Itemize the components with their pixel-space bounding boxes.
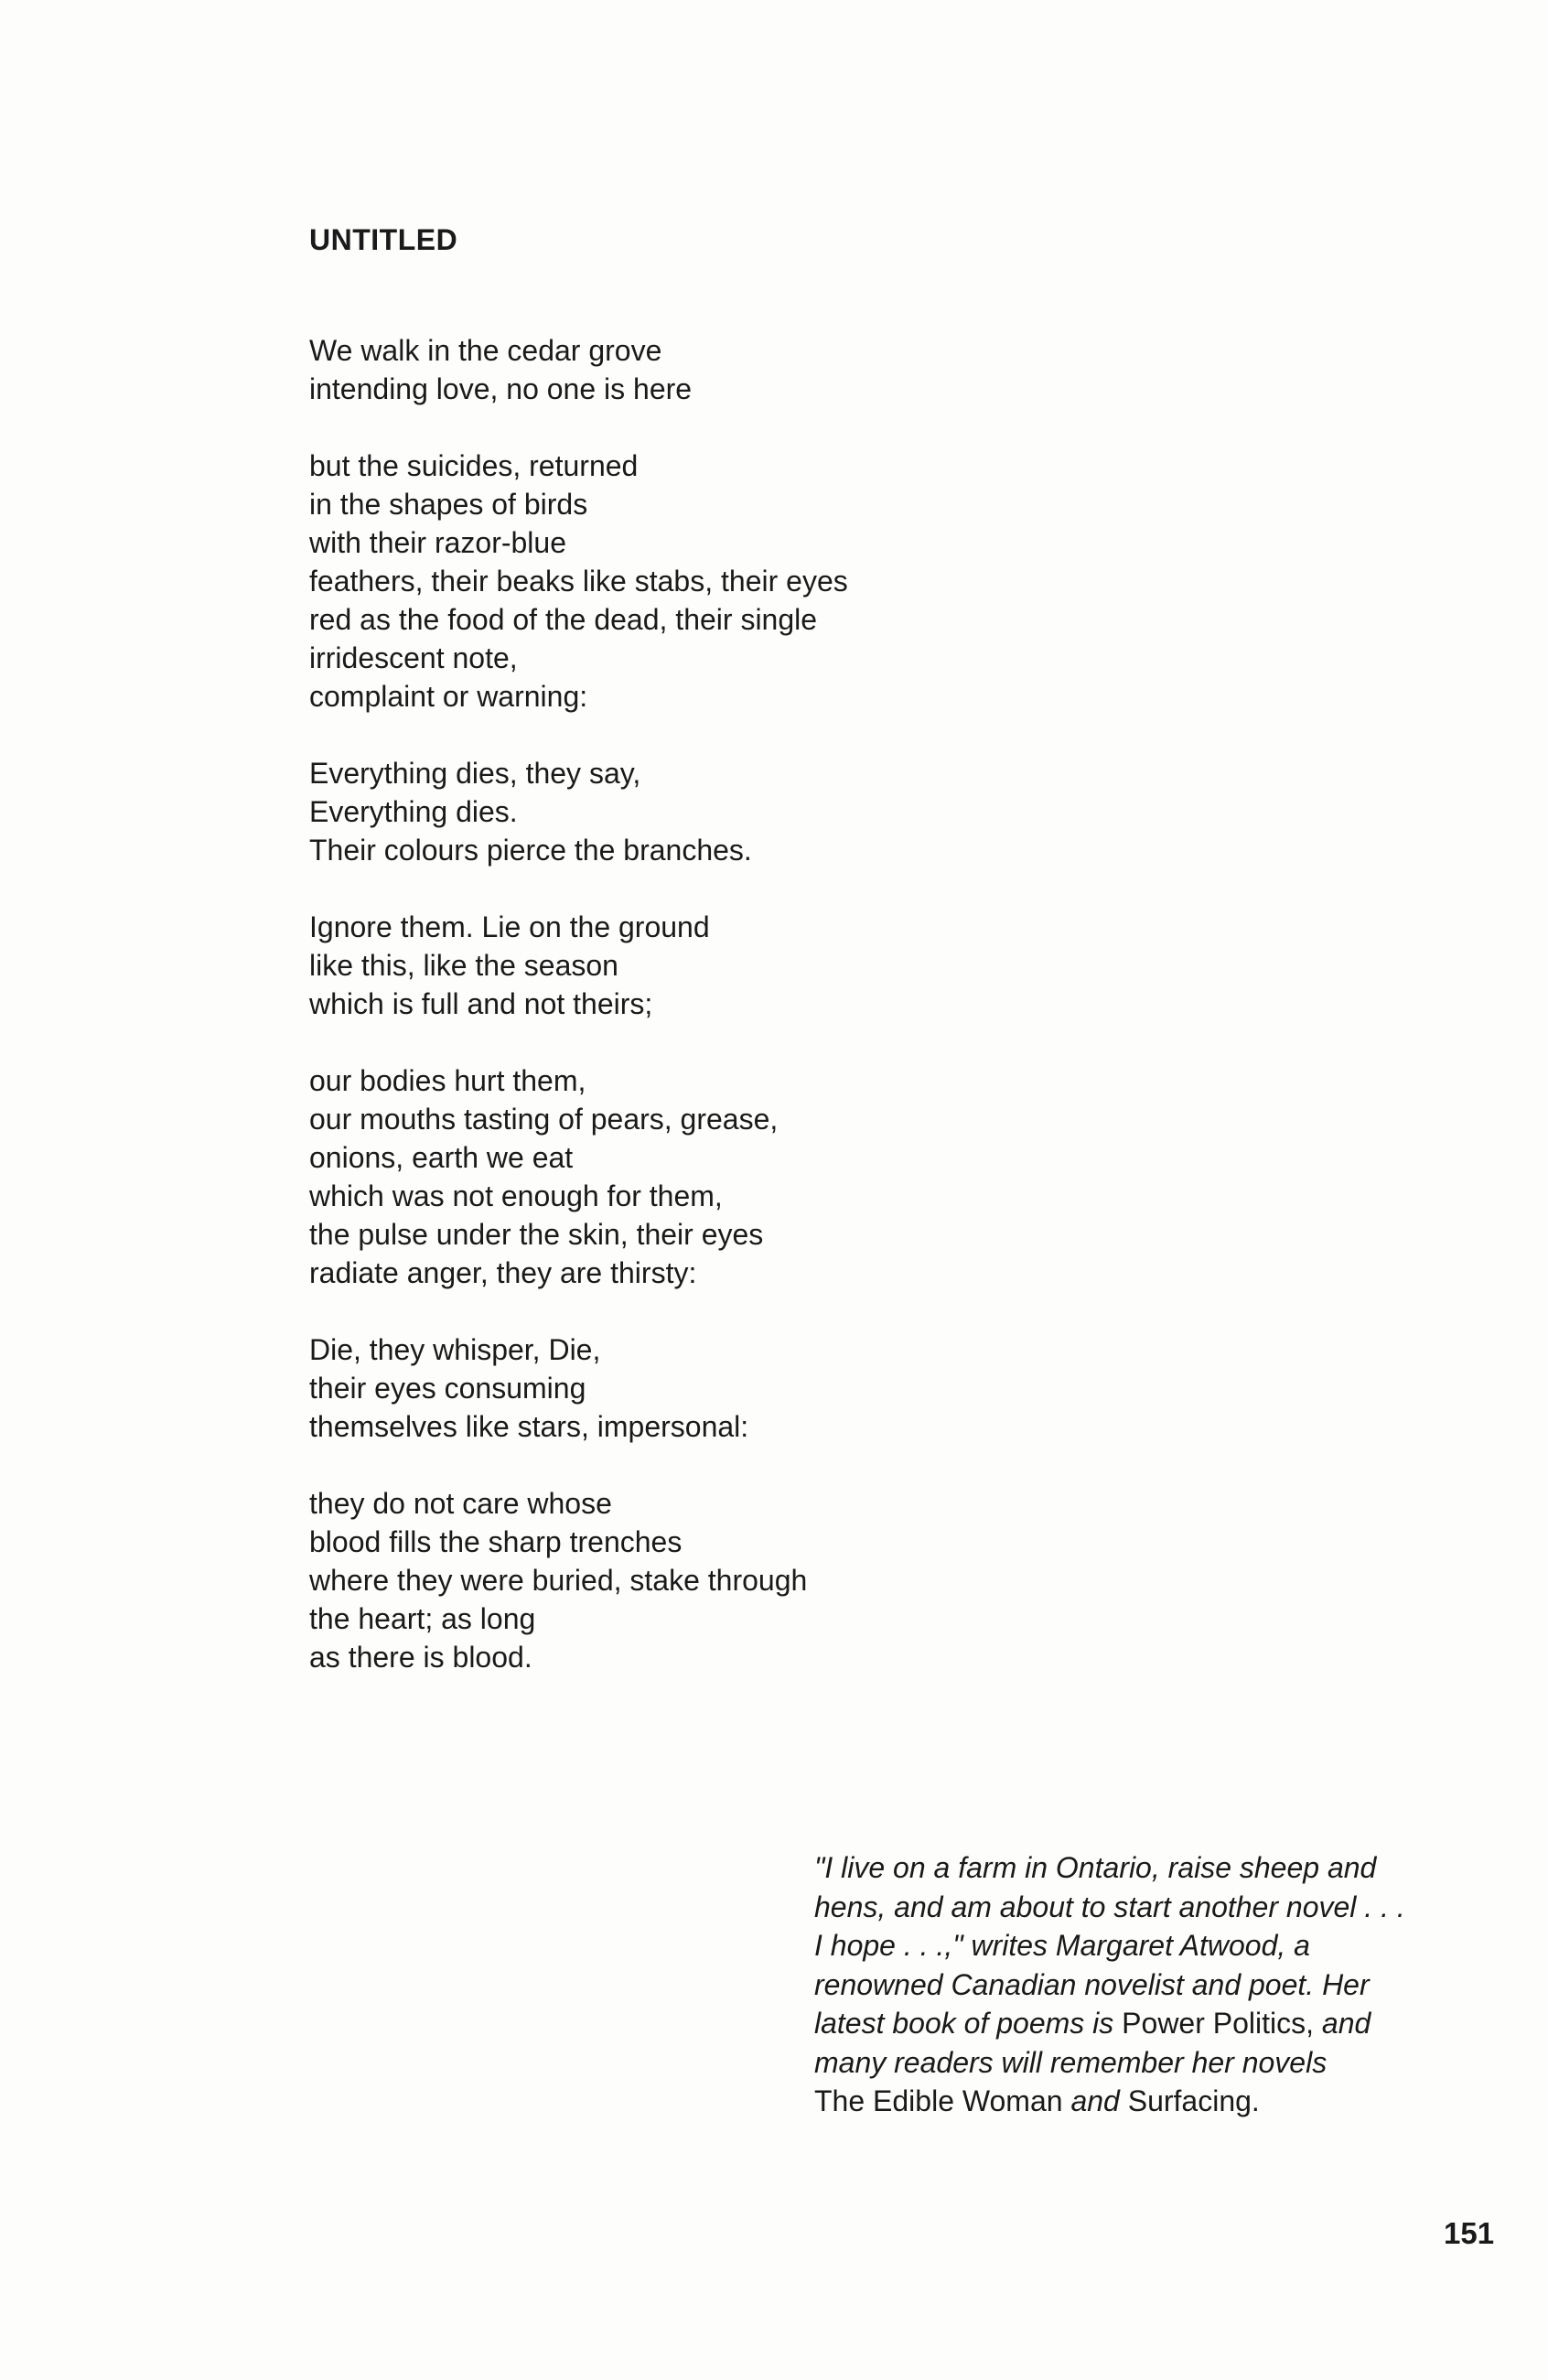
poem-line: where they were buried, stake through: [309, 1564, 808, 1597]
bio-text: many readers will remember her novels: [814, 2045, 1328, 2079]
bio-line: [814, 1965, 1510, 2005]
author-bio: [814, 1848, 1510, 2121]
bio-text: "I live on a farm in Ontario, raise sheep and: [814, 1851, 1377, 1884]
stanza: [309, 1330, 1133, 1446]
poem-line: Ignore them. Lie on the ground: [309, 910, 710, 943]
poem-line: themselves like stars, impersonal:: [309, 1410, 749, 1443]
poem-line: as there is blood.: [309, 1641, 532, 1674]
bio-text: and: [1314, 2007, 1371, 2040]
bio-text: hens, and am about to start another novel . . .: [814, 1890, 1405, 1923]
bio-line: [814, 1848, 1510, 1888]
stanza: [309, 754, 1133, 869]
stanza: [309, 447, 1133, 716]
bio-line: [814, 1926, 1510, 1965]
poem-line: red as the food of the dead, their single: [309, 603, 818, 636]
book-title-power-politics: Power Politics,: [1122, 2007, 1315, 2040]
stanza: [309, 331, 1133, 408]
poem-line: feathers, their beaks like stabs, their eyes: [309, 565, 848, 598]
bio-text: renowned Canadian novelist and poet. Her: [814, 1967, 1370, 2001]
bio-text: and: [1062, 2084, 1128, 2117]
poem-line: radiate anger, they are thirsty:: [309, 1256, 697, 1289]
page-number: 151: [1444, 2216, 1495, 2250]
stanza: [309, 1061, 1133, 1292]
poem-line: Die, they whisper, Die,: [309, 1333, 601, 1366]
poem-line: blood fills the sharp trenches: [309, 1525, 683, 1558]
bio-line: [814, 1888, 1510, 1927]
poem-line: Their colours pierce the branches.: [309, 834, 752, 867]
bio-text: I hope . . .," writes Margaret Atwood, a: [814, 1929, 1310, 1962]
poem-line: which was not enough for them,: [309, 1179, 723, 1212]
bio-line: [814, 2043, 1510, 2083]
poem-line: We walk in the cedar grove: [309, 334, 662, 367]
poem-line: they do not care whose: [309, 1487, 612, 1520]
poem-line: complaint or warning:: [309, 680, 588, 713]
poem-line: intending love, no one is here: [309, 372, 693, 405]
poem-line: our bodies hurt them,: [309, 1064, 586, 1097]
bio-text: latest book of poems is: [814, 2007, 1123, 2040]
poem-line: like this, like the season: [309, 949, 618, 982]
poem-line: our mouths tasting of pears, grease,: [309, 1103, 779, 1136]
stanza: [309, 908, 1133, 1023]
poem-line: but the suicides, returned: [309, 449, 639, 482]
poem-line: the pulse under the skin, their eyes: [309, 1218, 764, 1251]
book-title-edible-woman: The Edible Woman: [814, 2084, 1063, 2117]
poem-line: in the shapes of birds: [309, 488, 588, 521]
poem-line: Everything dies, they say,: [309, 757, 641, 790]
stanza: [309, 1484, 1133, 1676]
book-title-surfacing: Surfacing.: [1127, 2084, 1260, 2117]
poem-line: Everything dies.: [309, 795, 518, 828]
poem-line: which is full and not theirs;: [309, 987, 653, 1020]
poem-line: irridescent note,: [309, 641, 518, 674]
poem-line: their eyes consuming: [309, 1372, 586, 1405]
poem-line: with their razor-blue: [309, 526, 566, 559]
poem-body: [309, 331, 1133, 1715]
bio-line: [814, 2004, 1510, 2043]
poem-line: onions, earth we eat: [309, 1141, 574, 1174]
poem-line: the heart; as long: [309, 1602, 536, 1635]
poem-title: UNTITLED: [309, 223, 458, 256]
bio-line: [814, 2082, 1510, 2121]
